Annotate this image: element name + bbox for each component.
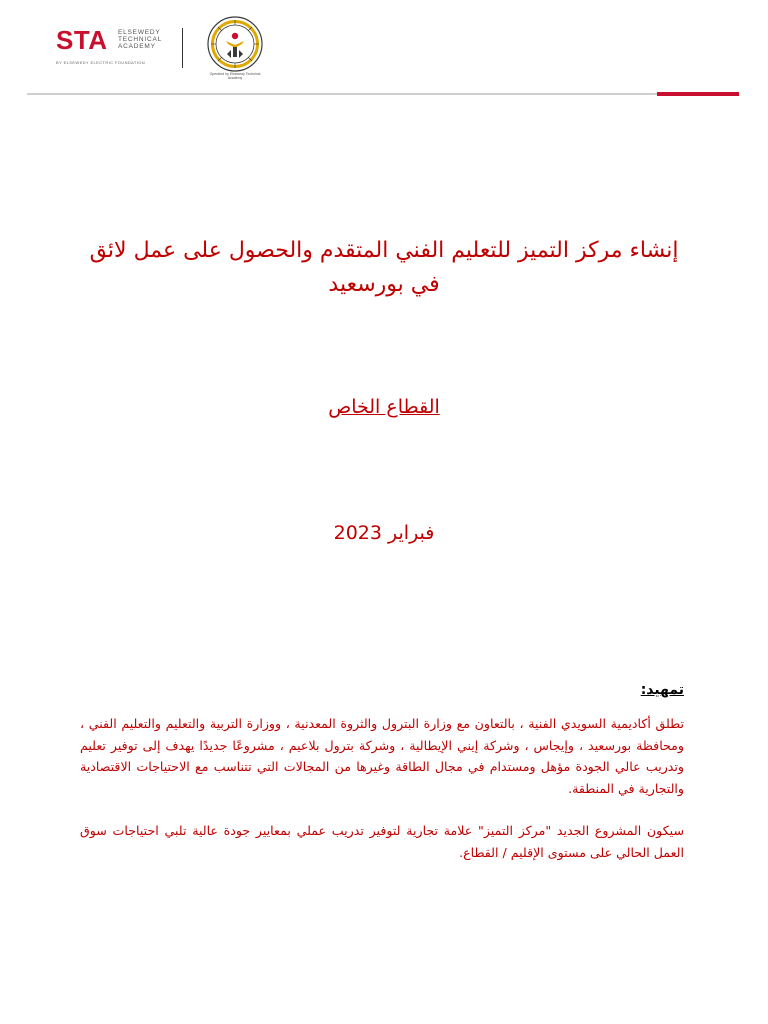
school-seal-icon (207, 16, 263, 72)
intro-paragraph-1: تطلق أكاديمية السويدي الفنية ، بالتعاون مع وزارة البترول والثروة المعدنية ، ووزارة التربية والتعليم والتعليم الفني ، ومحافظة بورسعيد ، وإيجاس ، وشركة إيني الإيطالية ، وشركة بترول بلاعيم ، مشروعًا جديدًا يهدف إلى توفير تعليم وتدريب عالي الجودة مؤهل ومستدام في مجال الطاقة وغيرها من المجالات التي تتناسب مع الاحتياجات الاقتصادية والتجارية في المنطقة. (80, 716, 684, 796)
sta-name-line: TECHNICAL (118, 36, 163, 43)
header-rule (27, 93, 657, 95)
intro-paragraph-2: سيكون المشروع الجديد "مركز التميز" علامة تجارية لتوفير تدريب عملي بمعايير جودة عالية تلبي احتياجات سوق العمل الحالي على مستوى الإقليم / القطاع. (80, 823, 684, 860)
sta-logo (56, 27, 176, 67)
sector-heading (60, 396, 708, 418)
sector-label: القطاع الخاص (328, 396, 440, 418)
sta-name-line: ACADEMY (118, 43, 156, 50)
sta-name-line: ELSEWEDY (118, 29, 161, 36)
title-line-1: إنشاء مركز التميز للتعليم الفني المتقدم والحصول على عمل لائق (89, 238, 679, 263)
sta-foundation-text: BY ELSEWEDY ELECTRIC FOUNDATION (56, 60, 146, 65)
document-date: فبراير 2023 (333, 522, 435, 544)
sta-logo-name (118, 29, 162, 50)
logo-divider (182, 28, 183, 68)
page-header (0, 0, 768, 100)
header-accent-rule (657, 92, 739, 96)
seal-caption: Operated by Elsewedy Technical Academy (209, 72, 261, 80)
title-line-2: في بورسعيد (328, 272, 440, 297)
document-title (60, 234, 708, 302)
sta-logo-mark: STA (56, 25, 108, 55)
intro-heading: تمهيد: (640, 682, 684, 698)
